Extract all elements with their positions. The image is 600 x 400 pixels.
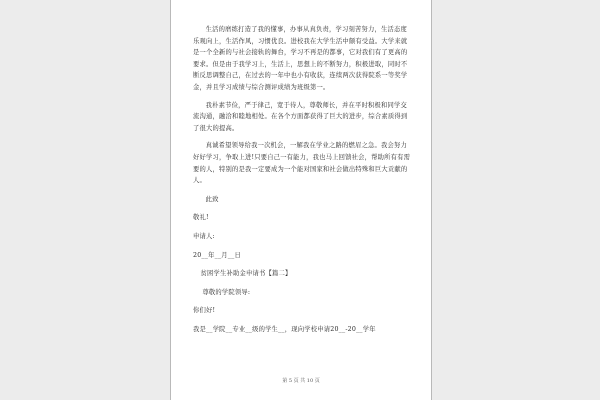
applicant-label: 申请人:	[193, 232, 215, 240]
document-body	[193, 24, 413, 335]
paragraph-2: 我朴素节俭，严于律己，宽于待人，尊敬师长，并在平时积极和同学交流沟通，融洽和睦地相处。在各个方面都获得了巨大的进步，综合素质得到了很大的提高。	[193, 101, 408, 132]
page-footer: 第 5 页 共 10 页	[282, 378, 320, 384]
paragraph-1: 生活的磨练打造了我的懂事，办事从真负责，学习刻苦努力，生活态度乐观向上，生活作风，习惯优良。进校我在大学生活中颇有受益。大学来就是一个全新的与社会接轨的舞台，学习不再是的都事，它对我们有了更高的要求。但是由于我学习上，生活上，思想上的不断努力，积极进取，同时不断反思调整自己，在过去的一年中也小有收获，连续两次获得院系一等奖学金，并且学习成绩与综合测评成绩为班级第一。	[193, 26, 408, 91]
salutation: 尊敬的学院领导:	[202, 288, 251, 296]
greeting: 你们好!	[193, 307, 216, 315]
document-page	[170, 0, 432, 400]
closing-line-2: 敬礼!	[193, 214, 209, 222]
closing-line-1: 此致	[205, 195, 219, 203]
date-line: 20__年__月__日	[193, 251, 241, 259]
section-title: 贫困学生补助金申请书【篇二】	[200, 270, 292, 278]
paragraph-3: 真诚希望领导给我一次机会，一解我在学业之路的燃眉之急。我会努力好好学习，争取上进!只要自己一有能力，我也马上回馈社会，帮助所有有需要的人，特别的是我一定要成为一个能对国家和社会做出特殊和巨大贡献的人。	[193, 142, 411, 185]
last-line: 我是__学院__专业__级的学生__，现向学校申请20__-20__学年	[193, 325, 376, 333]
